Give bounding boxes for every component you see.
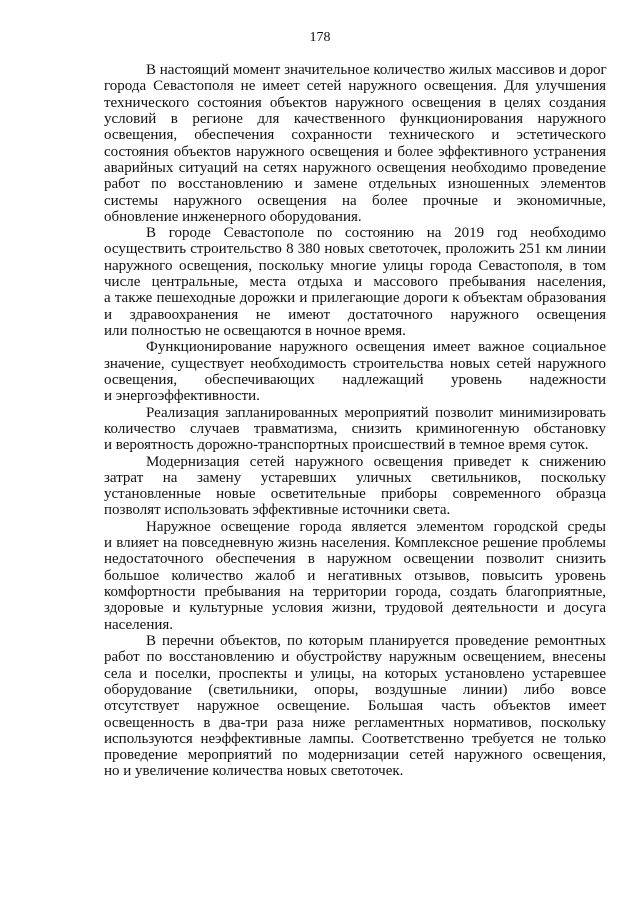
text-line: системы наружного освещения на более прочные и экономичные, <box>104 192 606 209</box>
text-line: большое количество жалоб и негативных отзывов, повысить уровень <box>104 567 606 584</box>
text-line: и вероятность дорожно-транспортных происшествий в темное время суток. <box>104 437 589 454</box>
text-line: В городе Севастополе по состоянию на 2019 год необходимо <box>146 225 606 242</box>
text-line: Наружное освещение города является элементом городской среды <box>146 518 606 535</box>
text-line: числе центральные, места отдыха и массового пребывания населения, <box>104 274 606 291</box>
text-line: населения. <box>104 616 174 633</box>
text-line: или полностью не освещаются в ночное время. <box>104 323 406 339</box>
text-line: аварийных ситуаций на сетях наружного освещения необходимо проведение <box>104 159 606 176</box>
text-line: села и поселки, проспекты и улицы, на которых установлено устаревшее <box>104 665 606 682</box>
text-line: работ по восстановлению и замене отдельных изношенных элементов <box>104 176 606 193</box>
text-line: и здравоохранения не имеют достаточного наружного освещения <box>104 306 606 323</box>
text-line: оборудование (светильники, опоры, воздушные линии) либо вовсе <box>104 681 606 698</box>
text-line: обновление инженерного оборудования. <box>104 208 362 225</box>
text-line: состояния объектов наружного освещения и более эффективного устранения <box>104 143 606 160</box>
text-line: В настоящий момент значительное количество жилых массивов и дорог <box>146 62 607 78</box>
text-line: освещенность в два-три раза ниже регламентных нормативов, поскольку <box>104 714 606 731</box>
text-line: работ по восстановлению и обустройству наружным освещением, внесены <box>104 649 606 666</box>
text-line: Функционирование наружного освещения имеет важное социальное <box>146 339 606 356</box>
text-line: количество случаев травматизма, снизить криминогенную обстановку <box>104 420 606 437</box>
text-line: освещения, обеспечивающих надлежащий уровень надежности <box>104 371 606 388</box>
text-line: и энергоэффективности. <box>104 388 260 405</box>
text-line: условий в регионе для качественного функционирования наружного <box>104 110 606 127</box>
text-line: значение, существует необходимость строительства новых сетей наружного <box>104 355 606 372</box>
text-line: но и увеличение количества новых светоточек. <box>104 763 404 780</box>
text-line: города Севастополя не имеет сетей наружного освещения. Для улучшения <box>104 78 606 95</box>
text-line: технического состояния объектов наружного освещения в целях создания <box>104 94 606 111</box>
body-text <box>104 62 606 780</box>
text-line: осуществить строительство 8 380 новых светоточек, проложить 251 км линии <box>104 241 606 258</box>
text-line: здоровые и культурные условия жизни, трудовой деятельности и досуга <box>104 600 606 617</box>
text-line: а также пешеходные дорожки и прилегающие дороги к объектам образования <box>104 290 606 307</box>
text-line: В перечни объектов, по которым планируется проведение ремонтных <box>146 632 606 649</box>
text-line: установленные новые осветительные приборы современного образца <box>104 486 606 503</box>
text-line: наружного освещения, поскольку многие улицы города Севастополя, в том <box>104 257 606 274</box>
text-line: освещения, обеспечения сохранности технического и эстетического <box>104 127 606 144</box>
text-line: отсутствует наружное освещение. Большая часть объектов имеет <box>104 698 606 715</box>
text-line: позволят использовать эффективные источники света. <box>104 502 451 519</box>
text-line: и влияет на повседневную жизнь населения. Комплексное решение проблемы <box>104 535 606 552</box>
text-line: проведение мероприятий по модернизации сетей наружного освещения, <box>104 747 606 764</box>
text-line: комфортности пребывания на территории города, создать благоприятные, <box>104 584 606 600</box>
text-line: недостаточного обеспечения в наружном освещении позволит снизить <box>104 551 606 568</box>
text-line: затрат на замену устаревших уличных светильников, поскольку <box>104 469 606 486</box>
page-number: 178 <box>309 30 331 45</box>
text-line: Модернизация сетей наружного освещения приведет к снижению <box>146 453 606 470</box>
text-line: используются неэффективные лампы. Соответственно требуется не только <box>104 730 606 747</box>
text-line: Реализация запланированных мероприятий позволит минимизировать <box>146 404 606 421</box>
